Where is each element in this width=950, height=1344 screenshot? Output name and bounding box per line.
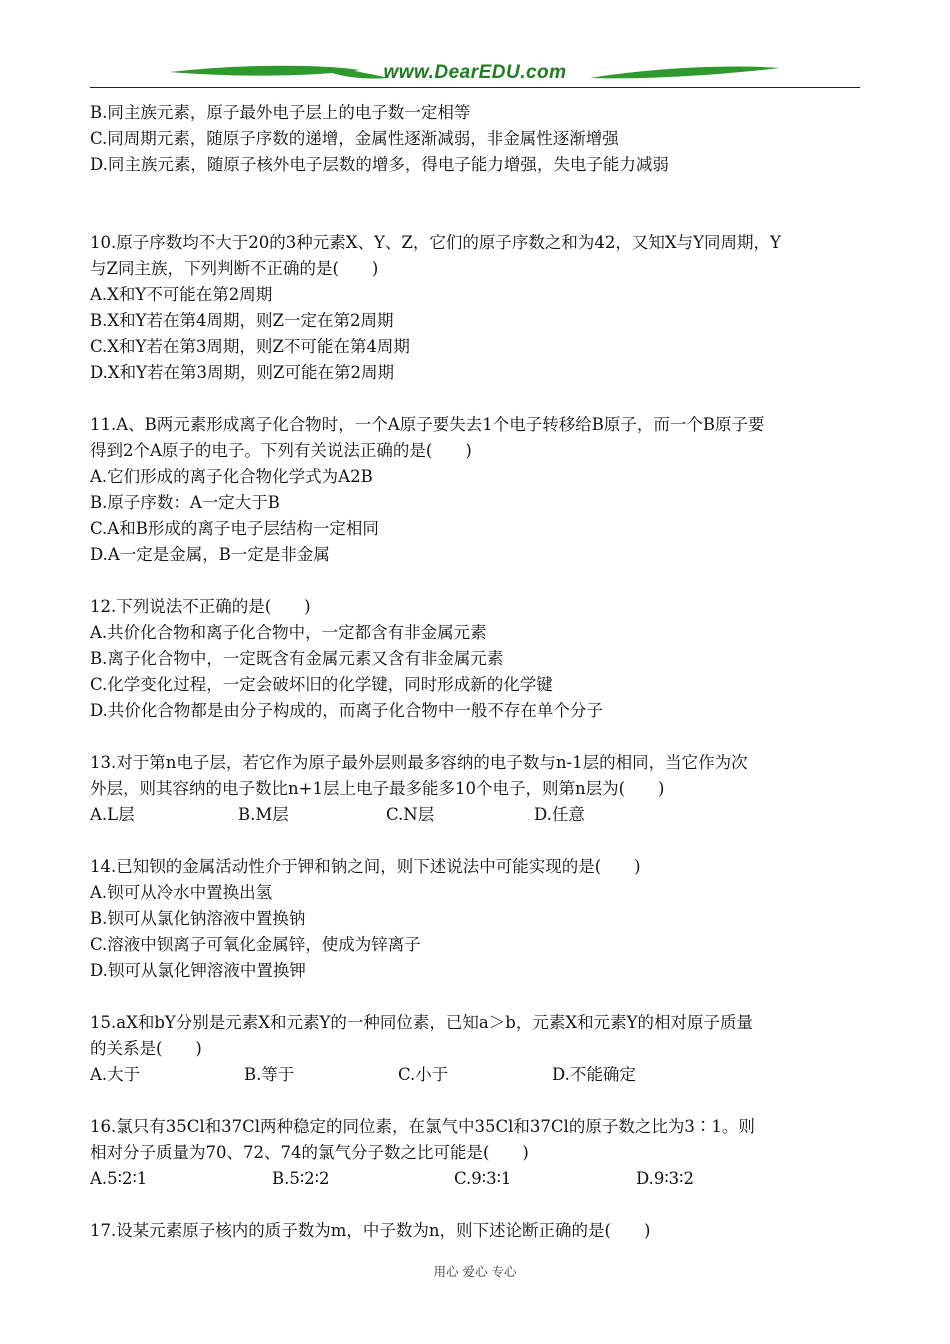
document-body [90,100,865,1244]
header-rule [90,87,860,88]
option-a: A.L层 [90,805,135,824]
question-stem: 14.已知钡的金属活动性介于钾和钠之间，则下述说法中可能实现的是( ) [90,857,641,876]
option-c: C.N层 [386,805,435,824]
question-stem: 外层，则其容纳的电子数比n+1层上电子最多能多10个电子，则第n层为( ) [90,779,665,798]
question-stem: 得到2个A原子的电子。下列有关说法正确的是( ) [90,441,472,460]
option-c: C.9∶3∶1 [454,1169,512,1188]
question-stem: 13.对于第n电子层，若它作为原子最外层则最多容纳的电子数与n-1层的相同，当它作为次 [90,753,748,772]
option-b: B.等于 [244,1065,295,1084]
option-b: B.同主族元素，原子最外电子层上的电子数一定相等 [90,103,471,122]
question-11 [90,412,865,568]
option-c: C.X和Y若在第3周期，则Z不可能在第4周期 [90,337,410,356]
option-b: B.5∶2∶2 [272,1169,330,1188]
option-a: A.共价化合物和离子化合物中，一定都含有非金属元素 [90,623,487,642]
question-10 [90,230,865,386]
question-stem: 11.A、B两元素形成离子化合物时，一个A原子要失去1个电子转移给B原子，而一个B原子要 [90,415,765,434]
option-d: D.不能确定 [552,1065,636,1084]
option-a: A.它们形成的离子化合物化学式为A2B [90,467,373,486]
options-row [90,1166,865,1192]
logo-site-url: www.DearEDU.com [383,62,567,83]
option-d: D.任意 [534,805,585,824]
question-15 [90,1010,865,1088]
options-row [90,802,865,828]
question-stem: 与Z同主族，下列判断不正确的是( ) [90,259,379,278]
option-a: A.5∶2∶1 [90,1169,148,1188]
option-c: C.A和B形成的离子电子层结构一定相同 [90,519,379,538]
question-12 [90,594,865,724]
option-b: B.离子化合物中，一定既含有金属元素又含有非金属元素 [90,649,504,668]
page-footer: 用心 爱心 专心 [433,1264,517,1279]
option-d: D.9∶3∶2 [636,1169,694,1188]
option-d: D.A一定是金属，B一定是非金属 [90,545,330,564]
option-c: C.化学变化过程，一定会破坏旧的化学键，同时形成新的化学键 [90,675,553,694]
option-b: B.钡可从氯化钠溶液中置换钠 [90,909,306,928]
question-stem: 12.下列说法不正确的是( ) [90,597,311,616]
option-d: D.共价化合物都是由分子构成的，而离子化合物中一般不存在单个分子 [90,701,603,720]
option-c: C.同周期元素，随原子序数的递增，金属性逐渐减弱，非金属性逐渐增强 [90,129,619,148]
site-header-logo [90,58,860,90]
question-16 [90,1114,865,1192]
option-d: D.同主族元素，随原子核外电子层数的增多，得电子能力增强，失电子能力减弱 [90,155,669,174]
question-stem: 相对分子质量为70、72、74的氯气分子数之比可能是( ) [90,1143,529,1162]
question-stem: 17.设某元素原子核内的质子数为m，中子数为n，则下述论断正确的是( ) [90,1221,651,1240]
question-stem: 15.aX和bY分别是元素X和元素Y的一种同位素，已知a＞b，元素X和元素Y的相对原子质量 [90,1013,753,1032]
option-b: B.原子序数：A一定大于B [90,493,280,512]
option-a: A.X和Y不可能在第2周期 [90,285,273,304]
option-d: D.钡可从氯化钾溶液中置换钾 [90,961,306,980]
question-stem: 16.氯只有35Cl和37Cl两种稳定的同位素，在氯气中35Cl和37Cl的原子数之比为3∶1。则 [90,1117,755,1136]
question-14 [90,854,865,984]
option-b: B.X和Y若在第4周期，则Z一定在第2周期 [90,311,394,330]
option-d: D.X和Y若在第3周期，则Z可能在第2周期 [90,363,394,382]
options-row [90,1062,865,1088]
option-a: A.大于 [90,1065,141,1084]
option-b: B.M层 [238,805,289,824]
question-9-options [90,100,865,178]
question-stem: 10.原子序数均不大于20的3种元素X、Y、Z，它们的原子序数之和为42，又知X与Y同周期，Y [90,233,781,252]
option-c: C.溶液中钡离子可氧化金属锌，使成为锌离子 [90,935,421,954]
question-stem: 的关系是( ) [90,1039,202,1058]
option-c: C.小于 [398,1065,449,1084]
question-17 [90,1218,865,1244]
option-a: A.钡可从冷水中置换出氢 [90,883,273,902]
question-13 [90,750,865,828]
